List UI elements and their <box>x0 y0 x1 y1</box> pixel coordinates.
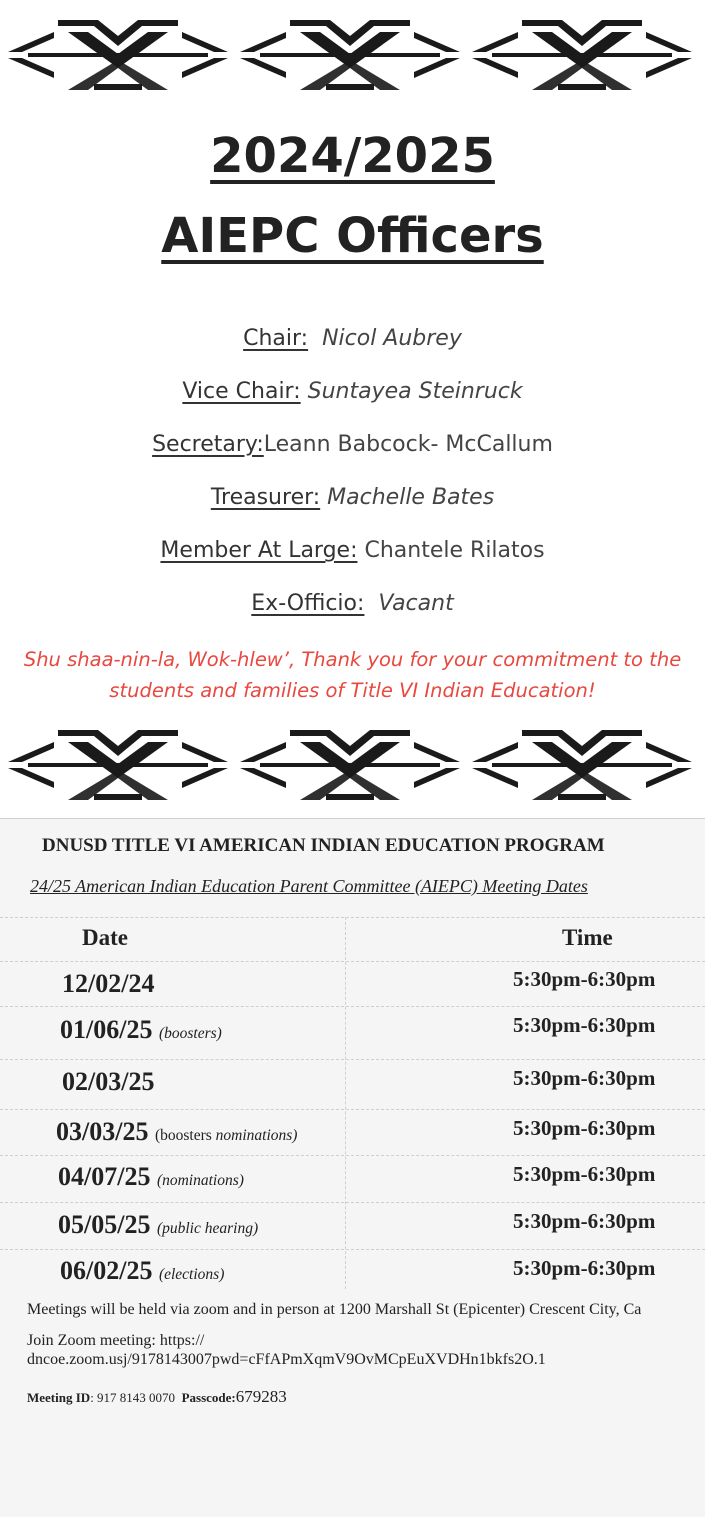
thanks-line-2: students and families of Title VI Indian Education! <box>109 679 596 702</box>
meeting-date: 06/02/25 (elections) <box>60 1256 225 1285</box>
column-header-date: Date <box>82 925 128 950</box>
officer-role: Treasurer: <box>210 485 321 510</box>
table-divider <box>0 961 705 962</box>
meeting-time: 5:30pm-6:30pm <box>513 1256 656 1280</box>
column-header-time: Time <box>562 925 613 950</box>
meeting-location: Meetings will be held via zoom and in person at 1200 Marshall St (Epicenter) Crescent City, Ca <box>27 1301 642 1318</box>
meeting-date: 04/07/25 (nominations) <box>58 1162 244 1191</box>
meeting-note: (elections) <box>158 1266 225 1283</box>
table-divider <box>0 1202 705 1203</box>
officer-name: Machelle Bates <box>327 485 495 510</box>
meeting-id-label: Meeting ID <box>27 1390 91 1405</box>
officer-role: Ex-Officio: <box>251 591 365 616</box>
table-divider <box>0 1006 705 1007</box>
meeting-time: 5:30pm-6:30pm <box>513 1013 656 1037</box>
meeting-time: 5:30pm-6:30pm <box>513 1209 656 1233</box>
officer-secretary <box>0 432 705 457</box>
officer-role: Secretary: <box>152 432 264 457</box>
passcode: 679283 <box>235 1387 287 1406</box>
table-divider <box>0 1155 705 1156</box>
officer-treasurer <box>0 485 705 510</box>
officer-name: Leann Babcock- McCallum <box>263 432 553 457</box>
program-title: DNUSD TITLE VI AMERICAN INDIAN EDUCATION PROGRAM <box>42 835 605 856</box>
meeting-time: 5:30pm-6:30pm <box>513 1066 656 1090</box>
schedule-subtitle: 24/25 American Indian Education Parent Committee (AIEPC) Meeting Dates <box>30 876 588 896</box>
officer-role: Vice Chair: <box>182 379 301 404</box>
officer-name: Chantele Rilatos <box>364 538 545 563</box>
page-title-year: 2024/2025 <box>210 128 495 184</box>
page-title: AIEPC Officers <box>161 208 544 264</box>
zoom-link[interactable]: dncoe.zoom.usj/9178143007pwd=cFfAPmXqmV9OvMCpEuXVDHn1bkfs2O.1 <box>27 1351 546 1368</box>
zoom-link-label: Join Zoom meeting: https:// <box>27 1332 205 1349</box>
officer-member-at-large <box>0 538 705 563</box>
officer-name: Suntayea Steinruck <box>307 379 523 404</box>
thank-you-message <box>0 644 705 706</box>
meeting-date: 02/03/25 <box>62 1067 155 1096</box>
thanks-line-1: Shu shaa-nin-la, Wok-hlew’, Thank you for your commitment to the <box>23 648 682 671</box>
bottom-decorative-border <box>0 728 705 804</box>
meeting-id: : 917 8143 0070 <box>90 1390 176 1405</box>
meeting-credentials <box>27 1387 287 1407</box>
top-decorative-border <box>0 14 705 100</box>
meeting-note: nominations) <box>215 1127 298 1144</box>
officer-role: Member At Large: <box>160 538 358 563</box>
passcode-label: Passcode: <box>181 1390 236 1405</box>
table-divider <box>0 1059 705 1060</box>
table-divider <box>0 1249 705 1250</box>
officer-chair <box>0 326 705 351</box>
table-divider <box>0 917 705 918</box>
officer-name: Nicol Aubrey <box>322 326 462 351</box>
officer-name: Vacant <box>378 591 454 616</box>
officer-role: Chair: <box>243 326 309 351</box>
officer-ex-officio <box>0 591 705 616</box>
table-column-divider <box>345 917 346 1289</box>
meeting-date: 12/02/24 <box>62 969 155 998</box>
meeting-time: 5:30pm-6:30pm <box>513 1116 656 1140</box>
meeting-time: 5:30pm-6:30pm <box>513 1162 656 1186</box>
meeting-date: 05/05/25 (public hearing) <box>58 1210 259 1239</box>
table-divider <box>0 1109 705 1110</box>
officer-vice-chair <box>0 379 705 404</box>
meeting-time: 5:30pm-6:30pm <box>513 967 656 991</box>
meeting-note: (public hearing) <box>156 1220 259 1237</box>
meeting-note: (nominations) <box>156 1172 244 1189</box>
meeting-date: 01/06/25 (boosters) <box>60 1015 222 1044</box>
meeting-note: (boosters) <box>158 1025 222 1042</box>
meeting-note-plain: (boosters <box>154 1127 212 1144</box>
meeting-date: 03/03/25 (boosters nominations) <box>56 1117 298 1146</box>
meeting-schedule-section <box>0 818 705 1517</box>
